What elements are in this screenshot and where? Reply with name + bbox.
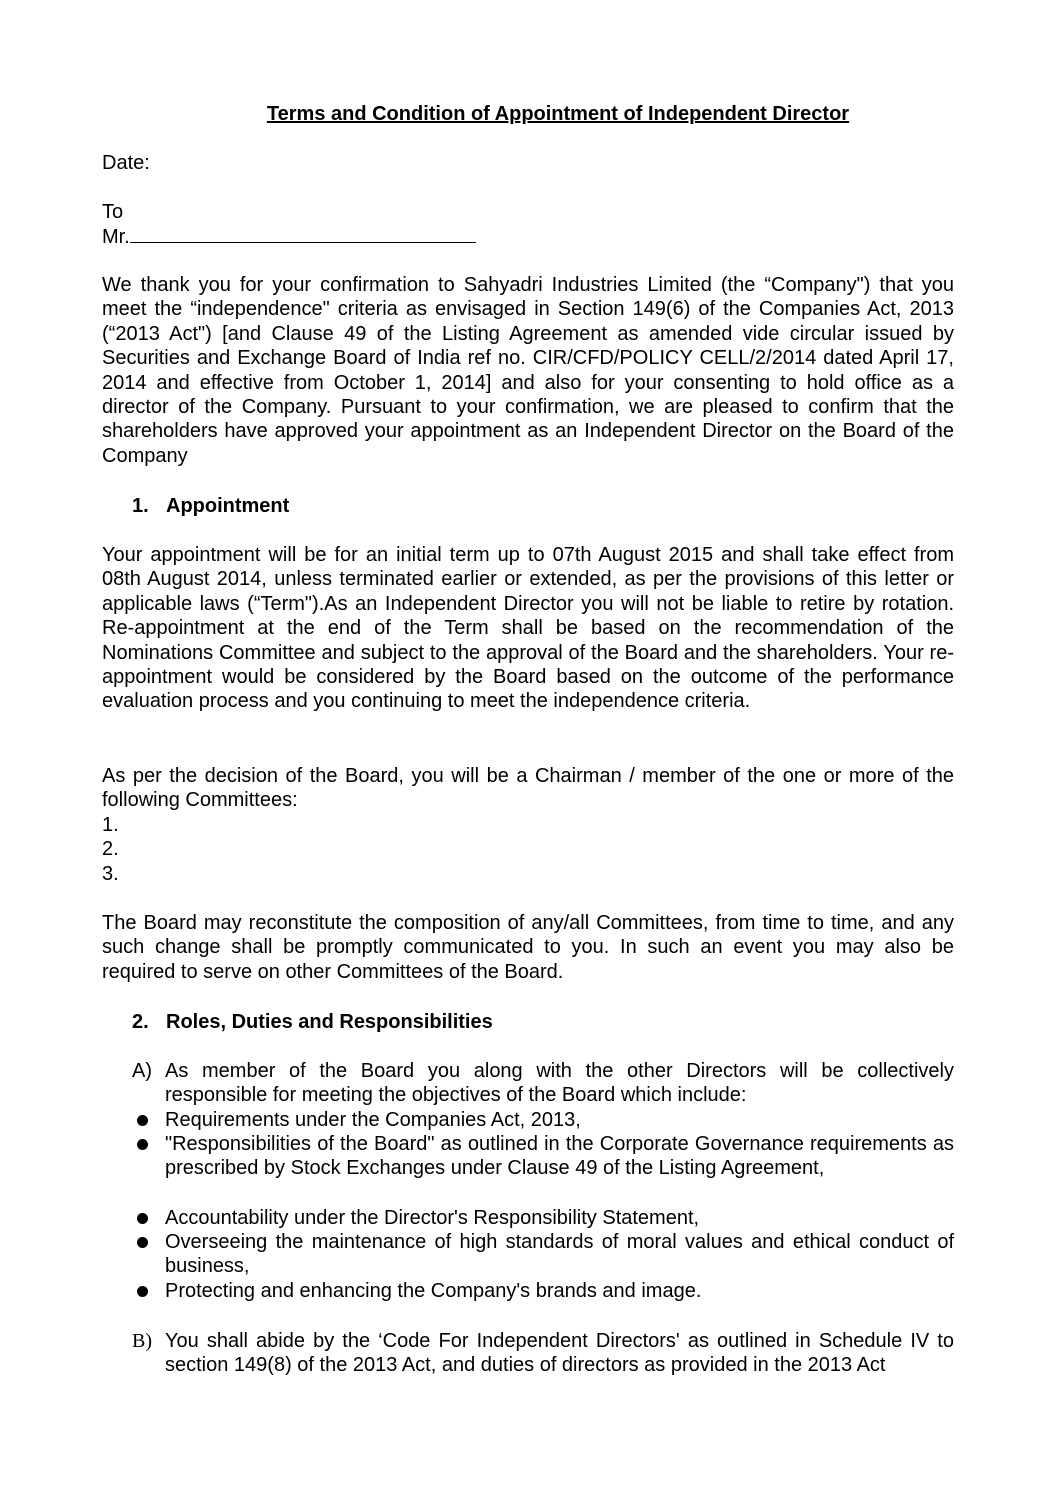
bullet-icon — [137, 1115, 148, 1126]
item-a — [132, 1059, 954, 1108]
committee-list — [102, 813, 954, 886]
item-a-text: As member of the Board you along with the other Directors will be collectively responsible for meeting the objectives of the Board which include: — [165, 1060, 954, 1107]
addressee-line — [102, 224, 954, 249]
section-1-number: 1. — [132, 495, 149, 517]
bullet-text: Requirements under the Companies Act, 2013, — [165, 1109, 581, 1131]
bullet-text: Overseeing the maintenance of high standards of moral values and ethical conduct of business, — [165, 1231, 954, 1278]
committees-paragraph: As per the decision of the Board, you will be a Chairman / member of the one or more of the following Committees: — [102, 765, 954, 812]
section-2-number: 2. — [132, 1011, 149, 1033]
item-b — [132, 1329, 954, 1378]
bullet-text: Accountability under the Director's Responsibility Statement, — [165, 1207, 700, 1229]
reconstitute-paragraph: The Board may reconstitute the composition of any/all Committees, from time to time, and any such change shall be promptly communicated to you. In such an event you may also be required to serve on other Committees of the Board. — [102, 912, 954, 983]
document-title: Terms and Condition of Appointment of Independent Director — [266, 103, 850, 125]
bullet-item — [137, 1230, 954, 1279]
bullet-icon — [137, 1139, 148, 1150]
bullet-item — [137, 1279, 954, 1303]
section-2-title: Roles, Duties and Responsibilities — [166, 1011, 493, 1033]
date-label: Date: — [102, 152, 150, 174]
item-b-text: You shall abide by the ‘Code For Independent Directors' as outlined in Schedule IV to section 149(8) of the 2013 Act, and duties of directors as provided in the 2013 Act — [165, 1330, 954, 1377]
item-b-label: B) — [132, 1330, 152, 1352]
section-2-heading — [132, 1010, 493, 1034]
item-a-label: A) — [132, 1060, 152, 1082]
mr-label: Mr. — [102, 226, 130, 248]
bullet-item — [137, 1132, 954, 1181]
bullet-item — [137, 1108, 954, 1132]
bullet-text: "Responsibilities of the Board" as outlined in the Corporate Governance requirements as prescribed by Stock Exchanges under Clause 49 of the Listing Agreement, — [165, 1133, 954, 1180]
section-1-title: Appointment — [166, 495, 290, 517]
section-1-heading — [132, 494, 289, 518]
bullet-icon — [137, 1213, 148, 1224]
committee-item: 2. — [102, 838, 119, 861]
bullet-item — [137, 1206, 954, 1230]
bullet-icon — [137, 1286, 148, 1297]
to-label: To — [102, 201, 124, 223]
committee-item: 3. — [102, 862, 119, 885]
bullet-text: Protecting and enhancing the Company's brands and image. — [165, 1280, 702, 1302]
addressee-name-blank — [130, 224, 476, 243]
appointment-paragraph: Your appointment will be for an initial term up to 07th August 2015 and shall take effect from 08th August 2014, unless terminated earlier or extended, as per the provisions of this letter or applicable laws (“Term").As an Independent Director you will not be liable to retire by rotation. Re-appointment at the end of the Term shall be based on the recommendation of the Nominations Committee and subject to the approval of the Board and the shareholders. Your re-appointment would be considered by the Board based on the outcome of the performance evaluation process and you continuing to meet the independence criteria. — [102, 544, 954, 713]
intro-paragraph: We thank you for your confirmation to Sahyadri Industries Limited (the “Company") that you meet the “independence" criteria as envisaged in Section 149(6) of the Companies Act, 2013 (“2013 Act") [and Clause 49 of the Listing Agreement as amended vide circular issued by Securities and Exchange Board of India ref no. CIR/CFD/POLICY CELL/2/2014 dated April 17, 2014 and effective from October 1, 2014] and also for your consenting to hold office as a director of the Company. Pursuant to your confirmation, we are pleased to confirm that the shareholders have approved your appointment as an Independent Director on the Board of the Company — [102, 274, 954, 467]
committee-item: 1. — [102, 814, 119, 836]
bullet-icon — [137, 1237, 148, 1248]
